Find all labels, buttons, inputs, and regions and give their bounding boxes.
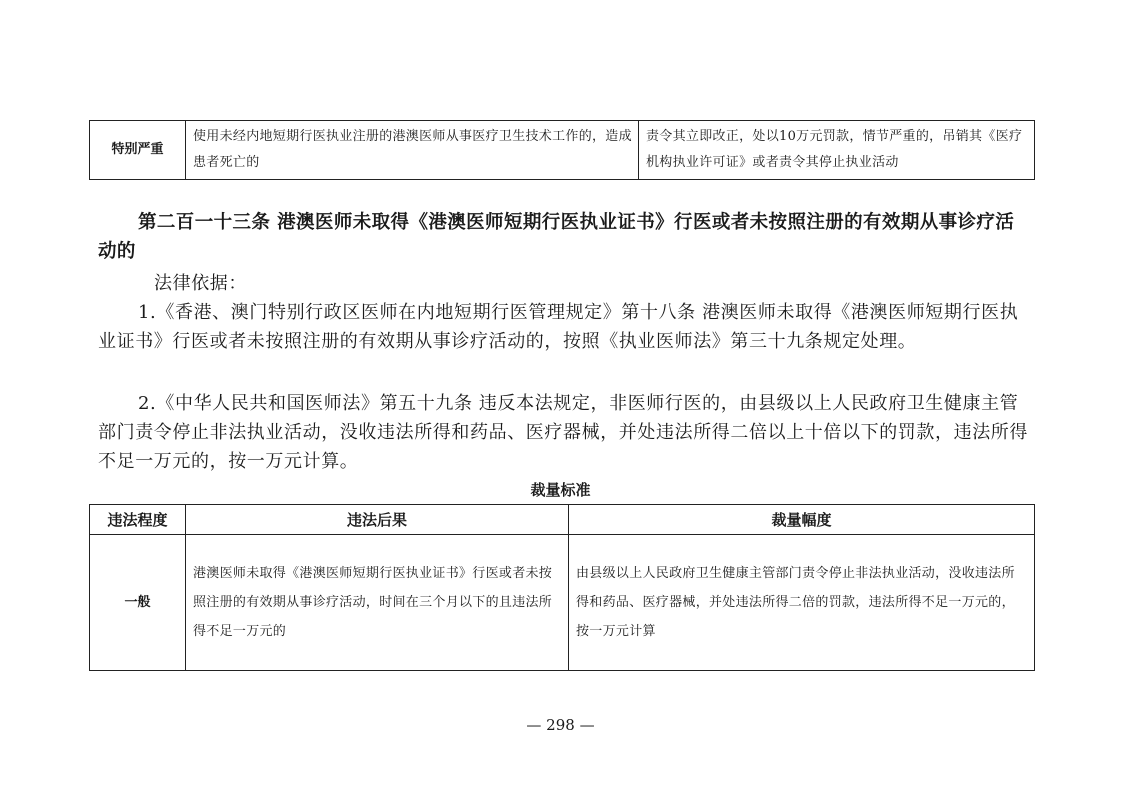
article-title: 第二百一十三条 港澳医师未取得《港澳医师短期行医执业证书》行医或者未按照注册的有效期从事诊疗活动的 bbox=[98, 212, 1015, 262]
legal-clause: 2.《中华人民共和国医师法》第五十九条 违反本法规定，非医师行医的，由县级以上人民政府卫生健康主管部门责令停止非法执业活动，没收违法所得和药品、医疗器械，并处违法所得二倍以上十倍以下的罚款，违法所得不足一万元的，按一万元计算。 bbox=[98, 393, 1028, 472]
legal-clause: 1.《香港、澳门特别行政区医师在内地短期行医管理规定》第十八条 港澳医师未取得《港澳医师短期行医执业证书》行医或者未按照注册的有效期从事诊疗活动的，按照《执业医师法》第三十九条规定处理。 bbox=[98, 302, 1019, 352]
table-header-row bbox=[90, 505, 1035, 535]
penalty-range-cell: 由县级以上人民政府卫生健康主管部门责令停止非法执业活动，没收违法所得和药品、医疗器械，并处违法所得二倍的罚款，违法所得不足一万元的，按一万元计算 bbox=[569, 535, 1035, 671]
violation-level-cell: 一般 bbox=[90, 535, 186, 671]
legal-basis-label: 法律依据： bbox=[154, 273, 247, 294]
page-number: — 298 — bbox=[526, 716, 595, 734]
column-header-consequence: 违法后果 bbox=[186, 505, 569, 535]
standard-table-title: 裁量标准 bbox=[530, 481, 591, 499]
penalty-range-cell: 责令其立即改正，处以10万元罚款，情节严重的，吊销其《医疗机构执业许可证》或者责令其停止执业活动 bbox=[639, 121, 1035, 180]
table-row bbox=[90, 121, 1035, 180]
violation-consequence-cell: 使用未经内地短期行医执业注册的港澳医师从事医疗卫生技术工作的，造成患者死亡的 bbox=[186, 121, 639, 180]
table-row bbox=[90, 535, 1035, 671]
discretion-standard-table bbox=[89, 504, 1035, 671]
column-header-penalty: 裁量幅度 bbox=[569, 505, 1035, 535]
violation-consequence-cell: 港澳医师未取得《港澳医师短期行医执业证书》行医或者未按照注册的有效期从事诊疗活动，时间在三个月以下的且违法所得不足一万元的 bbox=[186, 535, 569, 671]
penalty-table-continued bbox=[89, 120, 1035, 180]
violation-level-cell: 特别严重 bbox=[90, 121, 186, 180]
column-header-level: 违法程度 bbox=[90, 505, 186, 535]
